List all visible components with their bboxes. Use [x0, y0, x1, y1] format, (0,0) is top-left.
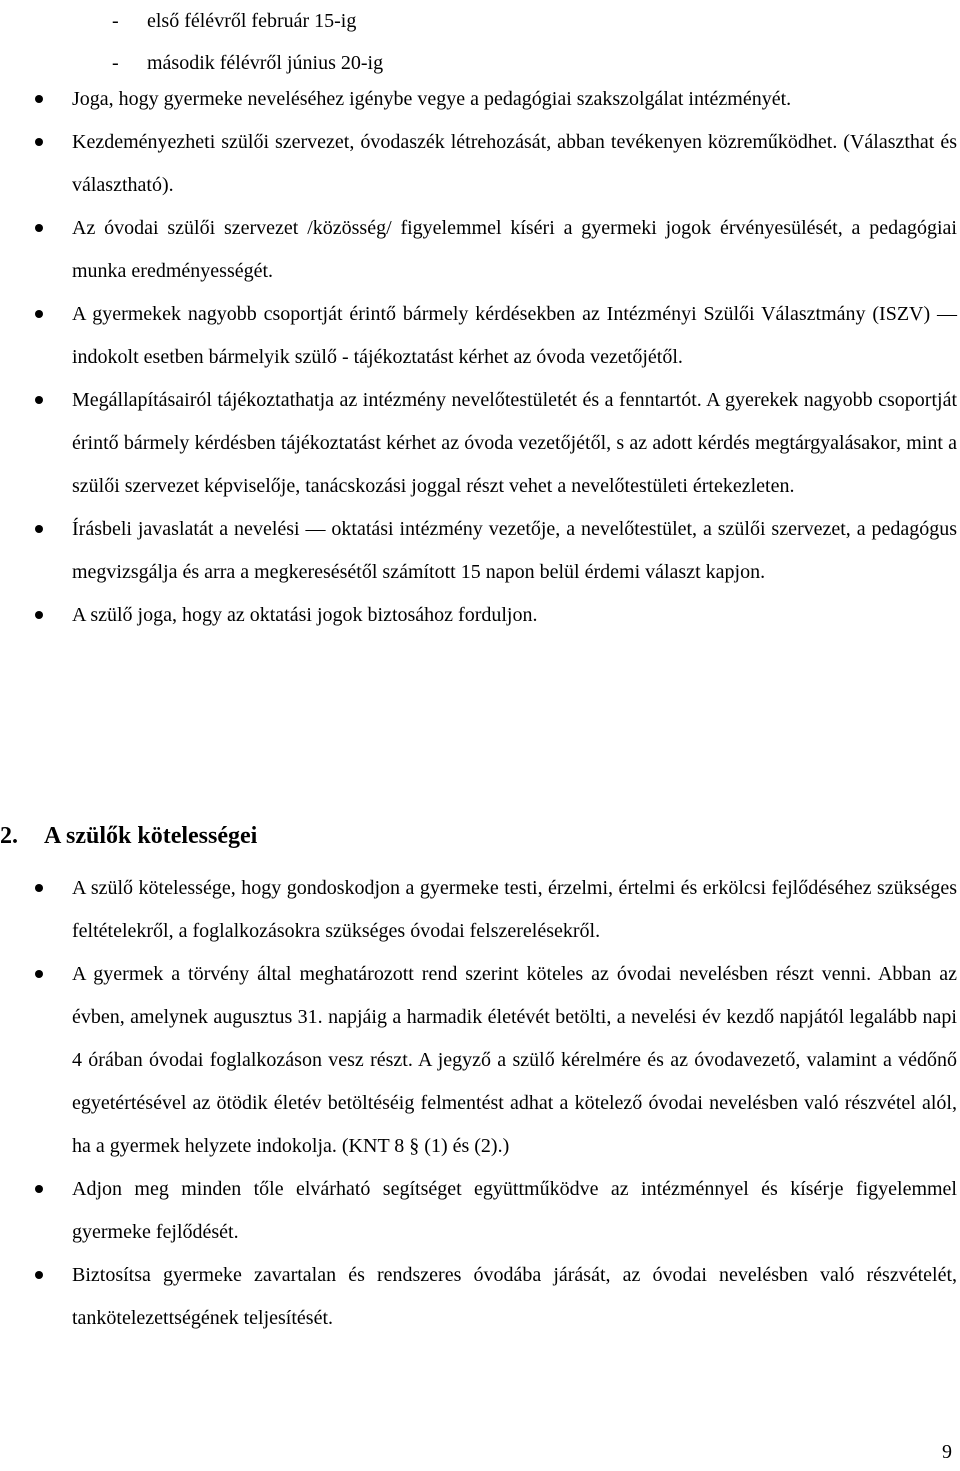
list-item	[72, 1254, 957, 1340]
semester-deadline-list	[112, 0, 383, 84]
section-heading	[0, 816, 257, 856]
list-item-text: Biztosítsa gyermeke zavartalan és rendszeres óvodába járását, az óvodai nevelésben való részvételét, tankötelezettségének teljesítését.	[72, 1264, 957, 1329]
list-item-text: Adjon meg minden tőle elvárható segítséget együttműködve az intézménnyel és kísérje figyelemmel gyermeke fejlődését.	[72, 1178, 957, 1243]
list-item-text: Az óvodai szülői szervezet /közösség/ figyelemmel kíséri a gyermeki jogok érvényesülését, a pedagógiai munka eredményességét.	[72, 217, 957, 282]
list-item-text: Írásbeli javaslatát a nevelési ― oktatási intézmény vezetője, a nevelőtestület, a szülői szervezet, a pedagógus megvizsgálja és arra a megkeresésétől számított 15 napon belül érdemi választ kapjon.	[72, 518, 957, 583]
list-item	[72, 508, 957, 594]
bullet-icon	[35, 525, 43, 533]
bullet-icon	[35, 611, 43, 619]
section-title: A szülők kötelességei	[44, 823, 258, 849]
list-item	[72, 293, 957, 379]
list-item	[72, 1168, 957, 1254]
bullet-icon	[35, 1271, 43, 1279]
list-item-text: A gyermek a törvény által meghatározott rend szerint köteles az óvodai nevelésben részt venni. Abban az évben, amelynek augusztus 31. napjáig a harmadik életévét betölti, a nevelési év kezdő napjától legalább napi 4 órában óvodai foglalkozáson vesz részt. A jegyző a szülő kérelmére és az óvodavezető, valamint a védőnő egyetértésével az ötödik életév betöltéséig felmentést adhat a kötelező óvodai nevelésben való részvétel alól, ha a gyermek helyzete indokolja. (KNT 8 § (1) és (2).)	[72, 963, 957, 1157]
list-item-text: második félévről június 20-ig	[147, 52, 384, 74]
bullet-icon	[35, 970, 43, 978]
list-item-text: A gyermekek nagyobb csoportját érintő bármely kérdésekben az Intézményi Szülői Választmány (ISZV) ― indokolt esetben bármelyik szülő - tájékoztatást kérhet az óvoda vezetőjétől.	[72, 303, 957, 368]
dash-marker: -	[112, 52, 119, 74]
bullet-icon	[35, 310, 43, 318]
list-item	[72, 953, 957, 1168]
list-item-text: első félévről február 15-ig	[147, 10, 357, 32]
list-item	[112, 0, 383, 42]
list-item	[72, 78, 957, 121]
list-item	[72, 594, 957, 637]
list-item	[72, 867, 957, 953]
section-number: 2.	[0, 823, 18, 849]
list-item-text: A szülő joga, hogy az oktatási jogok biztosához forduljon.	[72, 604, 538, 626]
list-item-text: Kezdeményezheti szülői szervezet, óvodaszék létrehozását, abban tevékenyen közreműködhet. (Választhat és választható).	[72, 131, 957, 196]
list-item	[72, 121, 957, 207]
bullet-icon	[35, 224, 43, 232]
parent-duties-list	[72, 867, 957, 1340]
list-item-text: Joga, hogy gyermeke neveléséhez igénybe vegye a pedagógiai szakszolgálat intézményét.	[72, 88, 792, 110]
bullet-icon	[35, 95, 43, 103]
bullet-icon	[35, 1185, 43, 1193]
page-number: 9	[942, 1441, 952, 1463]
list-item-text: A szülő kötelessége, hogy gondoskodjon a gyermeke testi, érzelmi, értelmi és erkölcsi fejlődéséhez szükséges feltételekről, a foglalkozásokra szükséges óvodai felszerelésekről.	[72, 877, 957, 942]
bullet-icon	[35, 396, 43, 404]
list-item	[72, 207, 957, 293]
parent-rights-list	[72, 78, 957, 637]
dash-marker: -	[112, 10, 119, 32]
bullet-icon	[35, 884, 43, 892]
bullet-icon	[35, 138, 43, 146]
list-item-text: Megállapításairól tájékoztathatja az intézmény nevelőtestületét és a fenntartót. A gyerekek nagyobb csoportját érintő bármely kérdésben tájékoztatást kérhet az óvoda vezetőjétől, s az adott kérdés megtárgyalásakor, mint a szülői szervezet képviselője, tanácskozási joggal részt vehet a nevelőtestületi értekezleten.	[72, 389, 957, 497]
list-item	[72, 379, 957, 508]
